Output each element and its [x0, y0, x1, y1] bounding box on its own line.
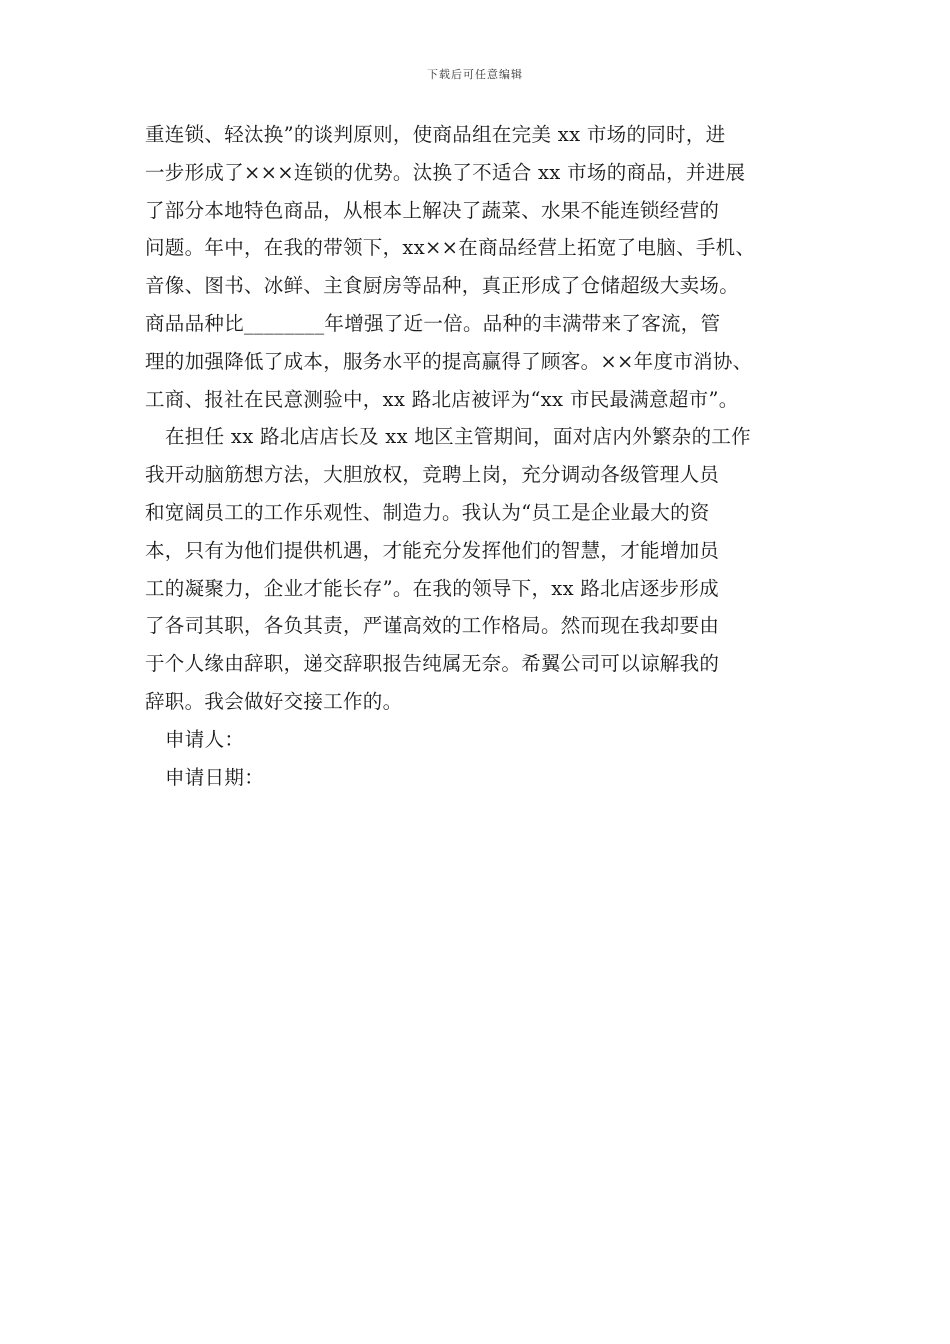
text-line: 工商、报社在民意测验中，xx 路北店被评为“xx 市民最满意超市”。 [145, 387, 739, 411]
signature-block [145, 721, 810, 797]
text-line: 音像、图书、冰鲜、主食厨房等品种，真正形成了仓储超级大卖场。 [145, 274, 740, 298]
text-line: 和宽阔员工的工作乐观性、制造力。我认为“员工是企业最大的资 [145, 500, 710, 524]
text-line: 了部分本地特色商品，从根本上解决了蔬菜、水果不能连锁经营的 [145, 198, 720, 222]
text-line: 重连锁、轻汰换”的谈判原则，使商品组在完美 xx 市场的同时，进 [145, 123, 726, 146]
text-line: 商品品种比________年增强了近一倍。品种的丰满带来了客流，管 [145, 311, 721, 335]
paragraph-2 [145, 418, 810, 720]
text-line: 于个人缘由辞职，递交辞职报告纯属无奈。希翼公司可以谅解我的 [145, 652, 720, 676]
text-line: 问题。年中，在我的带领下，xx××在商品经营上拓宽了电脑、手机、 [145, 236, 756, 260]
text-line: 了各司其职，各负其责，严谨高效的工作格局。然而现在我却要由 [145, 614, 720, 638]
text-line: 我开动脑筋想方法，大胆放权，竞聘上岗，充分调动各级管理人员 [145, 463, 720, 487]
page-header: 下载后可任意编辑 [427, 68, 523, 81]
paragraph-1 [145, 116, 810, 418]
document-body [145, 116, 810, 796]
text-line: 本，只有为他们提供机遇，才能充分发挥他们的智慧，才能增加员 [145, 538, 720, 562]
text-line: 一步形成了×××连锁的优势。汰换了不适合 xx 市场的商品，并进展 [145, 160, 746, 184]
text-line: 工的凝聚力，企业才能长存”。在我的领导下，xx 路北店逐步形成 [145, 576, 719, 600]
text-line: 理的加强降低了成本，服务水平的提高赢得了顾客。××年度市消协、 [145, 349, 753, 373]
application-date-label: 申请日期： [165, 765, 265, 789]
applicant-label: 申请人： [165, 727, 245, 751]
text-line: 辞职。我会做好交接工作的。 [145, 689, 403, 713]
text-line: 在担任 xx 路北店店长及 xx 地区主管期间，面对店内外繁杂的工作 [165, 425, 751, 449]
